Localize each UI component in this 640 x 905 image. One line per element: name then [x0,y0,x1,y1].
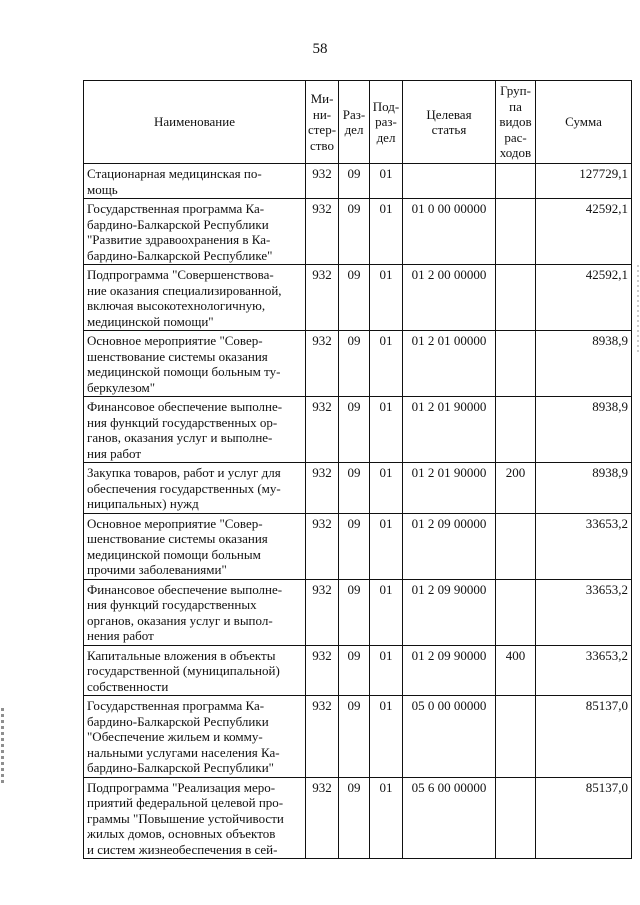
cell-section: 09 [339,164,370,199]
table-row [84,164,632,199]
scan-artifact-left [1,708,4,786]
cell-section: 09 [339,397,370,463]
cell-expense-group [496,265,536,331]
cell-ministry: 932 [306,397,339,463]
cell-amount: 8938,9 [536,463,632,514]
header-section: Раз- дел [339,81,370,164]
header-target: Целевая статья [403,81,496,164]
header-ministry: Ми- ни- стер- ство [306,81,339,164]
cell-subsection: 01 [370,696,403,778]
cell-subsection: 01 [370,463,403,514]
budget-table [83,80,632,859]
cell-name: Основное мероприятие "Совер- шенствование системы оказания медицинской помощи больным ту- беркулезом" [84,331,306,397]
cell-amount: 85137,0 [536,696,632,778]
cell-name: Стационарная медицинская по- мощь [84,164,306,199]
cell-name: Подпрограмма "Реализация меро- приятий федеральной целевой про- граммы "Повышение устойчивости жилых домов, основных объектов и систем жизнеобеспечения в сей- [84,777,306,859]
table-row [84,397,632,463]
cell-subsection: 01 [370,777,403,859]
cell-expense-group [496,397,536,463]
cell-section: 09 [339,463,370,514]
cell-amount: 33653,2 [536,645,632,696]
cell-target: 01 2 09 00000 [403,513,496,579]
header-name: Наименование [84,81,306,164]
cell-target [403,164,496,199]
cell-ministry: 932 [306,645,339,696]
cell-section: 09 [339,513,370,579]
cell-subsection: 01 [370,513,403,579]
cell-name: Государственная программа Ка- бардино-Балкарской Республики "Развитие здравоохранения в Ка- бардино-Балкарской Республике" [84,199,306,265]
cell-ministry: 932 [306,164,339,199]
cell-subsection: 01 [370,265,403,331]
cell-subsection: 01 [370,397,403,463]
table-row [84,265,632,331]
cell-expense-group [496,777,536,859]
table-row [84,645,632,696]
cell-target: 05 6 00 00000 [403,777,496,859]
cell-subsection: 01 [370,199,403,265]
cell-ministry: 932 [306,696,339,778]
table-row [84,199,632,265]
cell-target: 01 2 00 00000 [403,265,496,331]
cell-expense-group [496,331,536,397]
cell-ministry: 932 [306,265,339,331]
cell-expense-group: 400 [496,645,536,696]
header-expense-group: Груп- па видов рас- ходов [496,81,536,164]
table-body [84,164,632,859]
header-amount: Сумма [536,81,632,164]
cell-section: 09 [339,696,370,778]
cell-amount: 33653,2 [536,579,632,645]
cell-section: 09 [339,777,370,859]
cell-section: 09 [339,199,370,265]
cell-name: Финансовое обеспечение выполне- ния функций государственных ор- ганов, оказания услуг и выполне- ния работ [84,397,306,463]
cell-expense-group [496,164,536,199]
cell-name: Капитальные вложения в объекты государственной (муниципальной) собственности [84,645,306,696]
cell-name: Государственная программа Ка- бардино-Балкарской Республики "Обеспечение жильем и комму- нальными услугами населения Ка- бардино-Балкарской Республики" [84,696,306,778]
cell-name: Закупка товаров, работ и услуг для обеспечения государственных (му- ниципальных) нужд [84,463,306,514]
cell-expense-group: 200 [496,463,536,514]
cell-ministry: 932 [306,199,339,265]
cell-expense-group [496,579,536,645]
cell-subsection: 01 [370,331,403,397]
cell-target: 01 2 09 90000 [403,579,496,645]
cell-section: 09 [339,645,370,696]
cell-target: 05 0 00 00000 [403,696,496,778]
cell-section: 09 [339,331,370,397]
cell-amount: 42592,1 [536,265,632,331]
cell-subsection: 01 [370,579,403,645]
cell-subsection: 01 [370,645,403,696]
cell-expense-group [496,513,536,579]
cell-name: Финансовое обеспечение выполне- ния функций государственных органов, оказания услуг и выпол- нения работ [84,579,306,645]
table-row [84,777,632,859]
cell-name: Подпрограмма "Совершенствова- ние оказания специализированной, включая высокотехнологичную, медицинской помощи" [84,265,306,331]
cell-amount: 8938,9 [536,331,632,397]
table-row [84,513,632,579]
cell-section: 09 [339,579,370,645]
cell-ministry: 932 [306,513,339,579]
cell-expense-group [496,696,536,778]
cell-expense-group [496,199,536,265]
cell-ministry: 932 [306,331,339,397]
cell-amount: 127729,1 [536,164,632,199]
cell-target: 01 2 09 90000 [403,645,496,696]
header-subsection: Под- раз- дел [370,81,403,164]
cell-subsection: 01 [370,164,403,199]
cell-ministry: 932 [306,777,339,859]
cell-amount: 33653,2 [536,513,632,579]
cell-ministry: 932 [306,579,339,645]
cell-section: 09 [339,265,370,331]
table-row [84,463,632,514]
cell-target: 01 0 00 00000 [403,199,496,265]
table-row [84,579,632,645]
header-row [84,81,632,164]
table-row [84,331,632,397]
cell-target: 01 2 01 00000 [403,331,496,397]
cell-amount: 8938,9 [536,397,632,463]
cell-target: 01 2 01 90000 [403,463,496,514]
table-row [84,696,632,778]
cell-amount: 42592,1 [536,199,632,265]
cell-name: Основное мероприятие "Совер- шенствование системы оказания медицинской помощи больным прочими заболеваниями" [84,513,306,579]
cell-target: 01 2 01 90000 [403,397,496,463]
cell-ministry: 932 [306,463,339,514]
cell-amount: 85137,0 [536,777,632,859]
scan-artifact-right [637,265,639,355]
page-number: 58 [312,41,328,57]
